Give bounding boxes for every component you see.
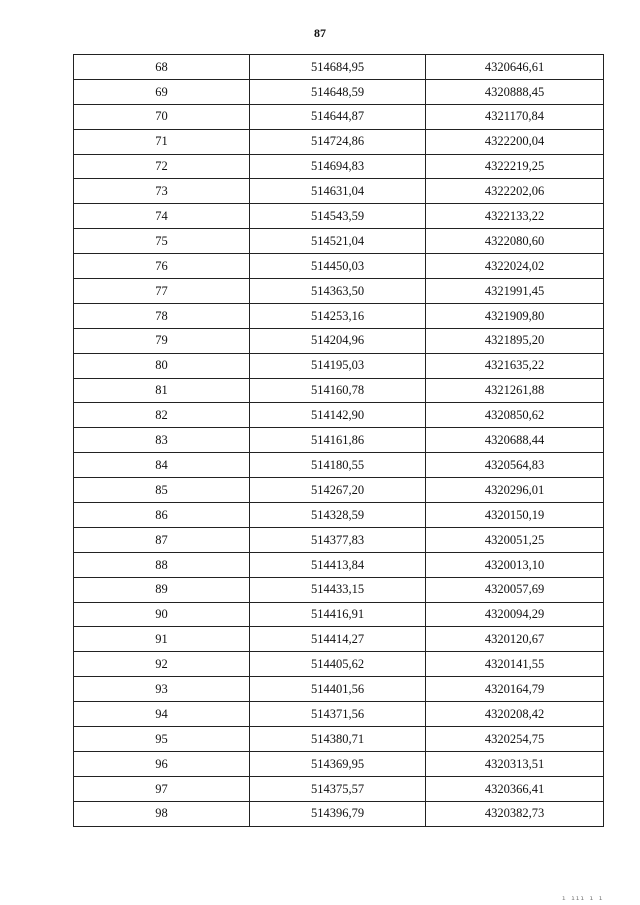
table-row [74, 677, 604, 702]
point-number-cell: 90 [74, 602, 250, 627]
x-coordinate-cell: 514684,95 [250, 55, 426, 80]
y-coordinate-cell: 4320208,42 [426, 702, 604, 727]
coordinates-table [73, 54, 604, 827]
table-row [74, 353, 604, 378]
point-number-cell: 80 [74, 353, 250, 378]
table-row [74, 104, 604, 129]
point-number-cell: 79 [74, 328, 250, 353]
point-number-cell: 74 [74, 204, 250, 229]
y-coordinate-cell: 4320313,51 [426, 751, 604, 776]
x-coordinate-cell: 514160,78 [250, 378, 426, 403]
point-number-cell: 68 [74, 55, 250, 80]
y-coordinate-cell: 4321895,20 [426, 328, 604, 353]
table-row [74, 428, 604, 453]
y-coordinate-cell: 4321261,88 [426, 378, 604, 403]
x-coordinate-cell: 514363,50 [250, 279, 426, 304]
x-coordinate-cell: 514253,16 [250, 303, 426, 328]
table-row [74, 453, 604, 478]
point-number-cell: 89 [74, 577, 250, 602]
x-coordinate-cell: 514377,83 [250, 527, 426, 552]
x-coordinate-cell: 514433,15 [250, 577, 426, 602]
x-coordinate-cell: 514180,55 [250, 453, 426, 478]
x-coordinate-cell: 514375,57 [250, 776, 426, 801]
table-row [74, 204, 604, 229]
x-coordinate-cell: 514414,27 [250, 627, 426, 652]
y-coordinate-cell: 4320013,10 [426, 552, 604, 577]
point-number-cell: 84 [74, 453, 250, 478]
table-row [74, 279, 604, 304]
scan-footer-mark: ı ııı ı ı [562, 895, 604, 902]
x-coordinate-cell: 514142,90 [250, 403, 426, 428]
x-coordinate-cell: 514371,56 [250, 702, 426, 727]
table-row [74, 776, 604, 801]
x-coordinate-cell: 514204,96 [250, 328, 426, 353]
y-coordinate-cell: 4320646,61 [426, 55, 604, 80]
point-number-cell: 71 [74, 129, 250, 154]
y-coordinate-cell: 4320688,44 [426, 428, 604, 453]
y-coordinate-cell: 4321991,45 [426, 279, 604, 304]
x-coordinate-cell: 514416,91 [250, 602, 426, 627]
table-row [74, 801, 604, 826]
table-row [74, 503, 604, 528]
y-coordinate-cell: 4322133,22 [426, 204, 604, 229]
point-number-cell: 85 [74, 478, 250, 503]
table-row [74, 55, 604, 80]
point-number-cell: 95 [74, 727, 250, 752]
x-coordinate-cell: 514724,86 [250, 129, 426, 154]
y-coordinate-cell: 4321170,84 [426, 104, 604, 129]
x-coordinate-cell: 514521,04 [250, 229, 426, 254]
y-coordinate-cell: 4321909,80 [426, 303, 604, 328]
point-number-cell: 73 [74, 179, 250, 204]
x-coordinate-cell: 514644,87 [250, 104, 426, 129]
x-coordinate-cell: 514405,62 [250, 652, 426, 677]
y-coordinate-cell: 4320366,41 [426, 776, 604, 801]
table-row [74, 652, 604, 677]
y-coordinate-cell: 4320120,67 [426, 627, 604, 652]
x-coordinate-cell: 514195,03 [250, 353, 426, 378]
y-coordinate-cell: 4320051,25 [426, 527, 604, 552]
table-row [74, 229, 604, 254]
point-number-cell: 78 [74, 303, 250, 328]
table-row [74, 527, 604, 552]
point-number-cell: 97 [74, 776, 250, 801]
table-row [74, 602, 604, 627]
point-number-cell: 69 [74, 79, 250, 104]
point-number-cell: 96 [74, 751, 250, 776]
x-coordinate-cell: 514328,59 [250, 503, 426, 528]
point-number-cell: 86 [74, 503, 250, 528]
point-number-cell: 75 [74, 229, 250, 254]
table-row [74, 627, 604, 652]
table-row [74, 179, 604, 204]
x-coordinate-cell: 514380,71 [250, 727, 426, 752]
table-row [74, 727, 604, 752]
table-row [74, 702, 604, 727]
y-coordinate-cell: 4322219,25 [426, 154, 604, 179]
table-row [74, 403, 604, 428]
y-coordinate-cell: 4322024,02 [426, 254, 604, 279]
x-coordinate-cell: 514369,95 [250, 751, 426, 776]
y-coordinate-cell: 4322202,06 [426, 179, 604, 204]
table-row [74, 328, 604, 353]
point-number-cell: 83 [74, 428, 250, 453]
table-row [74, 577, 604, 602]
table-row [74, 129, 604, 154]
y-coordinate-cell: 4320888,45 [426, 79, 604, 104]
point-number-cell: 81 [74, 378, 250, 403]
x-coordinate-cell: 514413,84 [250, 552, 426, 577]
x-coordinate-cell: 514543,59 [250, 204, 426, 229]
y-coordinate-cell: 4321635,22 [426, 353, 604, 378]
x-coordinate-cell: 514396,79 [250, 801, 426, 826]
y-coordinate-cell: 4320150,19 [426, 503, 604, 528]
y-coordinate-cell: 4320141,55 [426, 652, 604, 677]
point-number-cell: 72 [74, 154, 250, 179]
point-number-cell: 91 [74, 627, 250, 652]
table-row [74, 552, 604, 577]
table-row [74, 478, 604, 503]
y-coordinate-cell: 4320296,01 [426, 478, 604, 503]
x-coordinate-cell: 514648,59 [250, 79, 426, 104]
table-row [74, 303, 604, 328]
point-number-cell: 92 [74, 652, 250, 677]
y-coordinate-cell: 4320850,62 [426, 403, 604, 428]
point-number-cell: 76 [74, 254, 250, 279]
point-number-cell: 87 [74, 527, 250, 552]
page-number: 87 [314, 26, 326, 40]
y-coordinate-cell: 4320057,69 [426, 577, 604, 602]
table-row [74, 751, 604, 776]
y-coordinate-cell: 4320094,29 [426, 602, 604, 627]
y-coordinate-cell: 4320254,75 [426, 727, 604, 752]
table-row [74, 154, 604, 179]
x-coordinate-cell: 514694,83 [250, 154, 426, 179]
y-coordinate-cell: 4320164,79 [426, 677, 604, 702]
y-coordinate-cell: 4320564,83 [426, 453, 604, 478]
table-row [74, 254, 604, 279]
point-number-cell: 93 [74, 677, 250, 702]
point-number-cell: 88 [74, 552, 250, 577]
table-row [74, 378, 604, 403]
point-number-cell: 70 [74, 104, 250, 129]
x-coordinate-cell: 514161,86 [250, 428, 426, 453]
y-coordinate-cell: 4320382,73 [426, 801, 604, 826]
x-coordinate-cell: 514401,56 [250, 677, 426, 702]
point-number-cell: 82 [74, 403, 250, 428]
y-coordinate-cell: 4322200,04 [426, 129, 604, 154]
x-coordinate-cell: 514631,04 [250, 179, 426, 204]
x-coordinate-cell: 514450,03 [250, 254, 426, 279]
point-number-cell: 98 [74, 801, 250, 826]
x-coordinate-cell: 514267,20 [250, 478, 426, 503]
point-number-cell: 94 [74, 702, 250, 727]
table-row [74, 79, 604, 104]
coordinates-table-body [74, 55, 604, 827]
y-coordinate-cell: 4322080,60 [426, 229, 604, 254]
point-number-cell: 77 [74, 279, 250, 304]
